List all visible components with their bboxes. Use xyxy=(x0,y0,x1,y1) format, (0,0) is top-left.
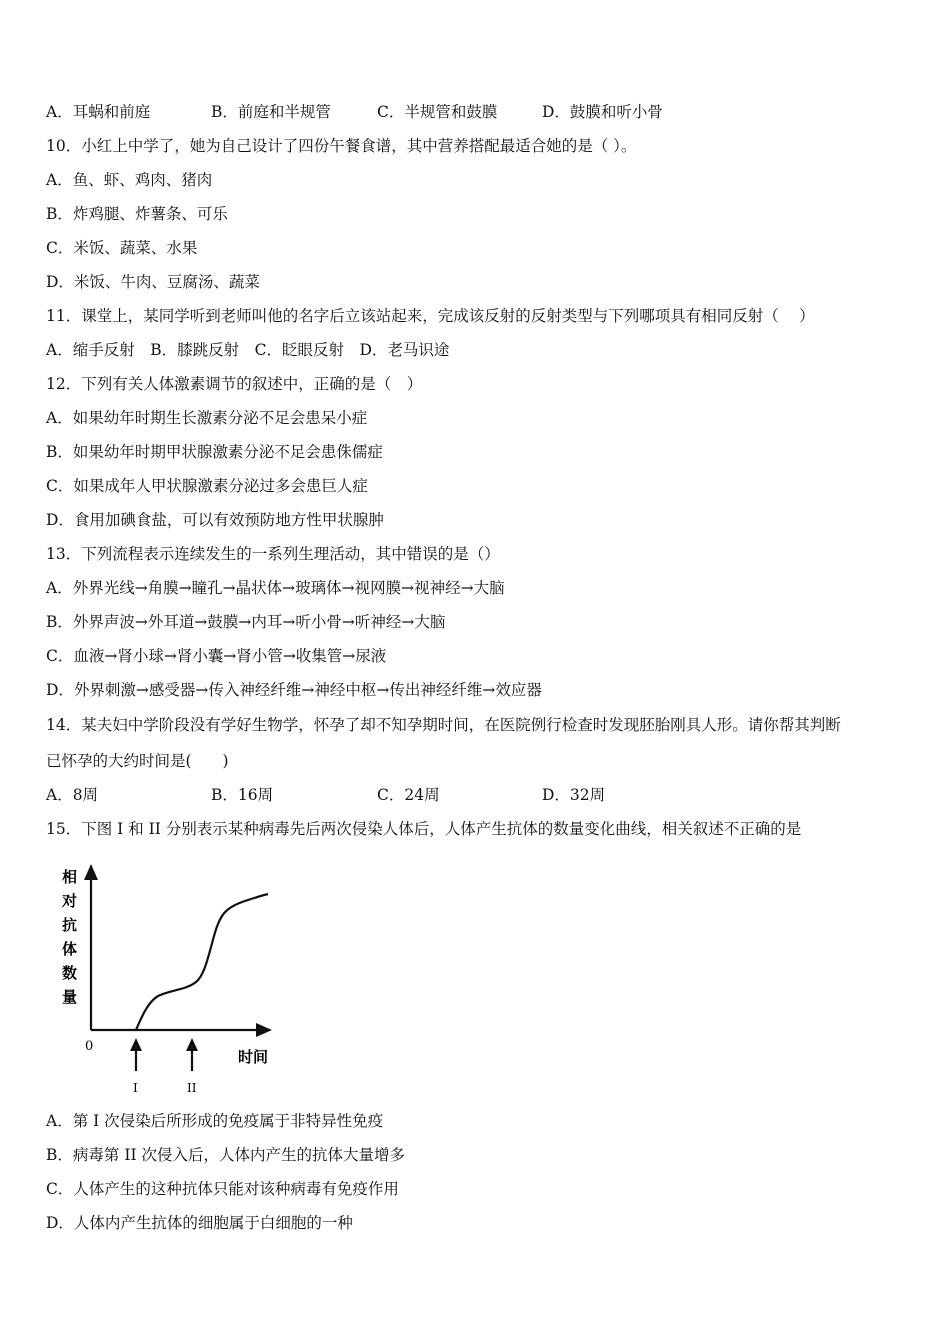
q9-options xyxy=(46,102,663,122)
q15-option-b: B．病毒第 II 次侵入后，人体内产生的抗体大量增多 xyxy=(46,1146,405,1164)
q9-option-a: A．耳蜗和前庭 xyxy=(46,103,151,121)
x-axis-label: 时间 xyxy=(238,1048,269,1066)
origin-label: 0 xyxy=(85,1039,94,1054)
q14-stem-line1: 14．某夫妇中学阶段没有学好生物学，怀孕了却不知孕期时间，在医院例行检查时发现胚胎刚具人形。请你帮其判断 xyxy=(46,716,841,734)
q10-option-c: C．米饭、蔬菜、水果 xyxy=(46,239,198,257)
antibody-curve-svg xyxy=(46,858,306,1098)
q9-option-c: C．半规管和鼓膜 xyxy=(377,103,498,121)
q13-stem: 13．下列流程表示连续发生的一系列生理活动，其中错误的是（） xyxy=(46,545,500,563)
y-label-char-4: 体 xyxy=(62,940,78,958)
y-axis-arrowhead xyxy=(84,864,98,880)
q12-stem: 12．下列有关人体激素调节的叙述中，正确的是（ ） xyxy=(46,375,423,393)
q12-option-b: B．如果幼年时期甲状腺激素分泌不足会患侏儒症 xyxy=(46,443,383,461)
q12-option-c: C．如果成年人甲状腺激素分泌过多会患巨人症 xyxy=(46,477,368,495)
q13-option-b: B．外界声波→外耳道→鼓膜→内耳→听小骨→听神经→大脑 xyxy=(46,613,446,631)
q13-option-c: C．血液→肾小球→肾小囊→肾小管→收集管→尿液 xyxy=(46,647,387,665)
q9-option-d: D．鼓膜和听小骨 xyxy=(542,103,663,121)
q14-stem-line2: 已怀孕的大约时间是( ) xyxy=(46,752,229,770)
q14-option-b: B．16周 xyxy=(211,786,274,804)
q14-options xyxy=(46,785,605,805)
q10-stem: 10．小红上中学了，她为自己设计了四份午餐食谱，其中营养搭配最适合她的是（ ）。 xyxy=(46,137,637,155)
q14-option-d: D．32周 xyxy=(542,786,606,804)
q13-option-d: D．外界刺激→感受器→传入神经纤维→神经中枢→传出神经纤维→效应器 xyxy=(46,681,542,699)
y-label-char-1: 相 xyxy=(62,868,78,886)
q11-stem: 11．课堂上，某同学听到老师叫他的名字后立该站起来，完成该反射的反射类型与下列哪项具有相同反射（ ） xyxy=(46,307,815,325)
antibody-curve-figure xyxy=(46,858,306,1098)
y-label-char-5: 数 xyxy=(62,964,78,982)
marker-label-2: II xyxy=(187,1081,197,1095)
antibody-curve xyxy=(136,894,268,1030)
q15-option-d: D．人体内产生抗体的细胞属于白细胞的一种 xyxy=(46,1214,353,1232)
q10-option-d: D．米饭、牛肉、豆腐汤、蔬菜 xyxy=(46,273,260,291)
y-label-char-2: 对 xyxy=(62,892,78,910)
q15-stem: 15．下图 I 和 II 分别表示某种病毒先后两次侵染人体后，人体产生抗体的数量变化曲线，相关叙述不正确的是 xyxy=(46,820,802,838)
q12-option-a: A．如果幼年时期生长激素分泌不足会患呆小症 xyxy=(46,409,368,427)
q10-option-a: A．鱼、虾、鸡肉、猪肉 xyxy=(46,171,213,189)
marker-label-1: I xyxy=(133,1081,138,1095)
q11-options: A．缩手反射 B．膝跳反射 C．眨眼反射 D．老马识途 xyxy=(46,341,450,359)
q15-option-a: A．第 I 次侵染后所形成的免疫属于非特异性免疫 xyxy=(46,1112,384,1130)
y-label-char-3: 抗 xyxy=(62,916,78,934)
marker-arrow-1-head xyxy=(130,1038,142,1051)
q15-option-c: C．人体产生的这种抗体只能对该种病毒有免疫作用 xyxy=(46,1180,399,1198)
q14-option-c: C．24周 xyxy=(377,786,440,804)
y-label-char-6: 量 xyxy=(62,988,78,1006)
q9-option-b: B．前庭和半规管 xyxy=(211,103,331,121)
q12-option-d: D．食用加碘食盐，可以有效预防地方性甲状腺肿 xyxy=(46,511,384,529)
q13-option-a: A．外界光线→角膜→瞳孔→晶状体→玻璃体→视网膜→视神经→大脑 xyxy=(46,579,505,597)
q10-option-b: B．炸鸡腿、炸薯条、可乐 xyxy=(46,205,228,223)
x-axis-arrowhead xyxy=(256,1023,272,1037)
q14-option-a: A．8周 xyxy=(46,786,99,804)
marker-arrow-2-head xyxy=(186,1038,198,1051)
